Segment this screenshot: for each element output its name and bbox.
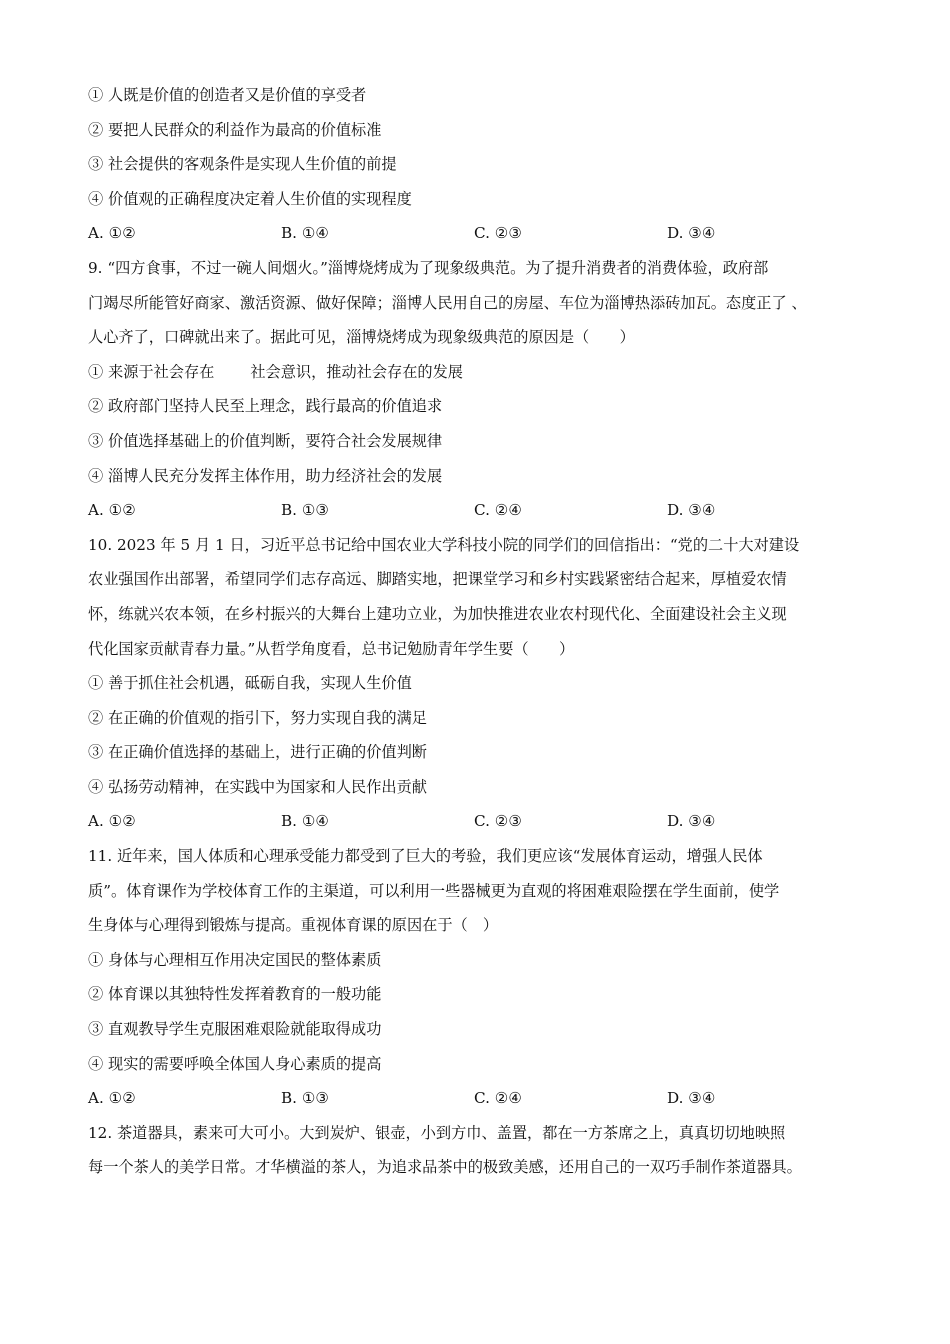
q8-option-d: D. ③④ [667, 224, 716, 243]
q9-item-1 [88, 355, 878, 390]
q11-stem-line-2: 质”。体育课作为学校体育工作的主渠道，可以利用一些器械更为直观的将困难艰险摆在学生面前，使学 [88, 881, 780, 900]
exam-page [88, 78, 878, 1185]
q10-option-c: C. ②③ [474, 812, 522, 831]
q10-stem-line-2: 农业强国作出部署，希望同学们志存高远、脚踏实地，把课堂学习和乡村实践紧密结合起来，厚植爱农情 [88, 570, 787, 589]
q9-stem-line-3: 人心齐了，口碑就出来了。据此可见，淄博烧烤成为现象级典范的原因是（ ） [88, 328, 635, 347]
q9-stem-line-2: 门竭尽所能管好商家、激活资源、做好保障；淄博人民用自己的房屋、车位为淄博热添砖加瓦。态度正了 、 [88, 293, 807, 312]
q8-item-2: ② 要把人民群众的利益作为最高的价值标准 [88, 120, 382, 139]
q10-item-4: ④ 弘扬劳动精神，在实践中为国家和人民作出贡献 [88, 777, 427, 796]
q11-option-a: A. ①② [88, 1089, 136, 1108]
q11-item-4: ④ 现实的需要呼唤全体国人身心素质的提高 [88, 1054, 382, 1073]
q11-item-1: ① 身体与心理相互作用决定国民的整体素质 [88, 950, 382, 969]
q10-item-3: ③ 在正确价值选择的基础上，进行正确的价值判断 [88, 743, 427, 762]
q9-option-b: B. ①③ [281, 501, 330, 520]
q11-option-d: D. ③④ [667, 1089, 716, 1108]
q10-stem-line-3: 怀，练就兴农本领，在乡村振兴的大舞台上建功立业，为加快推进农业农村现代化、全面建设社会主义现 [88, 604, 787, 623]
q9-option-d: D. ③④ [667, 501, 716, 520]
q9-option-c: C. ②④ [474, 501, 522, 520]
q8-item-1: ① 人既是价值的创造者又是价值的享受者 [88, 86, 367, 104]
q11-option-c: C. ②④ [474, 1089, 522, 1108]
q11-stem-line-3: 生身体与心理得到锻炼与提高。重视体育课的原因在于（ ） [88, 916, 499, 935]
q9-stem-line-1: 9. “四方食事，不过一碗人间烟火。”淄博烧烤成为了现象级典范。为了提升消费者的消费体验，政府部 [88, 258, 769, 277]
question-8 [88, 78, 878, 251]
q11-options [88, 1081, 878, 1116]
question-11 [88, 839, 878, 1116]
q9-options [88, 493, 878, 528]
q9-item-4: ④ 淄博人民充分发挥主体作用，助力经济社会的发展 [88, 466, 443, 485]
q10-option-a: A. ①② [88, 812, 136, 831]
q9-item-3: ③ 价值选择基础上的价值判断，要符合社会发展规律 [88, 431, 443, 450]
q8-option-c: C. ②③ [474, 224, 522, 243]
q10-option-d: D. ③④ [667, 812, 716, 831]
q8-item-4: ④ 价值观的正确程度决定着人生价值的实现程度 [88, 189, 412, 208]
q11-item-3: ③ 直观教导学生克服困难艰险就能取得成功 [88, 1020, 382, 1039]
q12-stem-line-2: 每一个茶人的美学日常。才华横溢的茶人，为追求品茶中的极致美感，还用自己的一双巧手制作茶道器具。 [88, 1158, 802, 1177]
q9-item-2: ② 政府部门坚持人民至上理念，践行最高的价值追求 [88, 397, 443, 416]
q8-options [88, 216, 878, 251]
q10-option-b: B. ①④ [281, 812, 330, 831]
q10-item-1: ① 善于抓住社会机遇，砥砺自我，实现人生价值 [88, 674, 412, 693]
q9-option-a: A. ①② [88, 501, 136, 520]
q8-option-b: B. ①④ [281, 224, 330, 243]
q11-stem-line-1: 11. 近年来，国人体质和心理承受能力都受到了巨大的考验，我们更应该“发展体育运动，增强人民体 [88, 847, 763, 866]
q8-item-3: ③ 社会提供的客观条件是实现人生价值的前提 [88, 155, 397, 174]
q10-stem-line-1: 10. 2023 年 5 月 1 日，习近平总书记给中国农业大学科技小院的同学们的回信指出：“党的二十大对建设 [88, 535, 800, 554]
question-12 [88, 1116, 878, 1185]
q9-item-1-part-b: 社会意识，推动社会存在的发展 [250, 362, 463, 381]
question-10 [88, 528, 878, 839]
question-9 [88, 251, 878, 528]
q9-item-1-part-a: ① 来源于社会存在 [88, 362, 215, 381]
q11-option-b: B. ①③ [281, 1089, 330, 1108]
q10-item-2: ② 在正确的价值观的指引下，努力实现自我的满足 [88, 708, 427, 727]
q10-options [88, 804, 878, 839]
q12-stem-line-1: 12. 茶道器具，素来可大可小。大到炭炉、银壶，小到方巾、盖置，都在一方茶席之上，真真切切地映照 [88, 1123, 786, 1142]
q11-item-2: ② 体育课以其独特性发挥着教育的一般功能 [88, 985, 382, 1004]
q8-option-a: A. ①② [88, 224, 136, 243]
q10-stem-line-4: 代化国家贡献青春力量。”从哲学角度看，总书记勉励青年学生要（ ） [88, 639, 575, 658]
